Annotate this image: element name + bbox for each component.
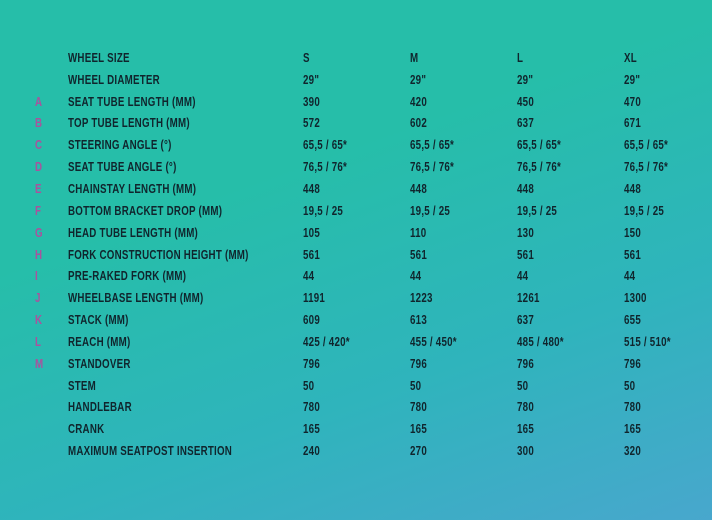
- table-row: [35, 375, 712, 397]
- cell-value-m: [410, 114, 517, 132]
- cell-value-l: [517, 202, 624, 220]
- cell-value-m-text: 561: [410, 247, 427, 262]
- cell-value-s: [303, 398, 410, 416]
- cell-value-l: [517, 398, 624, 416]
- row-label-text: TOP TUBE LENGTH (MM): [68, 116, 190, 131]
- cell-value-l-text: 780: [517, 400, 534, 415]
- cell-value-l: [517, 355, 624, 373]
- cell-value-xl: [624, 267, 712, 285]
- table-row: [35, 331, 712, 353]
- row-label-text: STEM: [68, 378, 97, 393]
- cell-value-s-text: 390: [303, 94, 320, 109]
- row-letter: [35, 114, 68, 132]
- cell-value-s-text: 19,5 / 25: [303, 203, 344, 218]
- cell-value-s: [303, 246, 410, 264]
- cell-value-xl-text: 561: [624, 247, 641, 262]
- cell-value-m-text: 44: [410, 269, 422, 284]
- cell-value-s-text: 448: [303, 181, 320, 196]
- table-row: [35, 69, 712, 91]
- table-row: [35, 200, 712, 222]
- cell-value-xl: [624, 333, 712, 351]
- cell-value-l-text: 637: [517, 116, 534, 131]
- cell-value-s-text: 65,5 / 65*: [303, 138, 348, 153]
- cell-value-l: [517, 114, 624, 132]
- cell-value-xl-text: 515 / 510*: [624, 334, 671, 349]
- cell-value-l-text: 44: [517, 269, 529, 284]
- cell-value-xl: [624, 93, 712, 111]
- cell-value-s: [303, 355, 410, 373]
- cell-value-s: [303, 114, 410, 132]
- row-label-text: SEAT TUBE ANGLE (°): [68, 160, 177, 175]
- row-label-text: FORK CONSTRUCTION HEIGHT (MM): [68, 247, 249, 262]
- cell-value-s-text: 609: [303, 313, 320, 328]
- header-col-m: [410, 49, 517, 67]
- row-letter-text: K: [35, 313, 43, 328]
- row-letter: [35, 180, 68, 198]
- cell-value-xl: [624, 246, 712, 264]
- table-row: [35, 113, 712, 135]
- row-label: [68, 311, 303, 329]
- row-label-text: HANDLEBAR: [68, 400, 132, 415]
- row-label: [68, 224, 303, 242]
- cell-value-m-text: 448: [410, 181, 427, 196]
- cell-value-xl: [624, 136, 712, 154]
- row-letter: [35, 158, 68, 176]
- row-label-text: SEAT TUBE LENGTH (MM): [68, 94, 196, 109]
- cell-value-l: [517, 289, 624, 307]
- cell-value-xl: [624, 202, 712, 220]
- header-col-xl: [624, 49, 712, 67]
- row-label: [68, 114, 303, 132]
- cell-value-xl-text: 448: [624, 181, 641, 196]
- row-letter-text: H: [35, 247, 43, 262]
- cell-value-s-text: 76,5 / 76*: [303, 160, 348, 175]
- cell-value-m: [410, 136, 517, 154]
- table-row: [35, 287, 712, 309]
- cell-value-s-text: 165: [303, 422, 320, 437]
- header-col-s-text: S: [303, 50, 310, 65]
- cell-value-m: [410, 93, 517, 111]
- row-label: [68, 246, 303, 264]
- cell-value-m: [410, 355, 517, 373]
- cell-value-xl: [624, 71, 712, 89]
- cell-value-m: [410, 246, 517, 264]
- table-row: [35, 222, 712, 244]
- cell-value-s-text: 780: [303, 400, 320, 415]
- table-row: [35, 134, 712, 156]
- cell-value-m-text: 165: [410, 422, 427, 437]
- cell-value-m-text: 780: [410, 400, 427, 415]
- table-row: [35, 91, 712, 113]
- cell-value-l-text: 50: [517, 378, 529, 393]
- cell-value-m-text: 602: [410, 116, 427, 131]
- cell-value-m: [410, 311, 517, 329]
- row-label: [68, 442, 303, 460]
- row-label: [68, 333, 303, 351]
- cell-value-s: [303, 333, 410, 351]
- table-row: [35, 440, 712, 462]
- cell-value-l: [517, 71, 624, 89]
- cell-value-m-text: 19,5 / 25: [410, 203, 451, 218]
- geometry-table: [35, 47, 712, 462]
- cell-value-m-text: 76,5 / 76*: [410, 160, 455, 175]
- row-letter: [35, 311, 68, 329]
- cell-value-m-text: 110: [410, 225, 427, 240]
- cell-value-m-text: 65,5 / 65*: [410, 138, 455, 153]
- row-letter: [35, 333, 68, 351]
- cell-value-m-text: 455 / 450*: [410, 334, 457, 349]
- header-label: [68, 49, 303, 67]
- row-label-text: CRANK: [68, 422, 105, 437]
- cell-value-l: [517, 224, 624, 242]
- cell-value-l: [517, 420, 624, 438]
- cell-value-xl: [624, 289, 712, 307]
- cell-value-xl-text: 320: [624, 444, 641, 459]
- cell-value-s: [303, 71, 410, 89]
- cell-value-m: [410, 398, 517, 416]
- cell-value-l-text: 19,5 / 25: [517, 203, 558, 218]
- row-letter: [35, 224, 68, 242]
- cell-value-xl: [624, 377, 712, 395]
- cell-value-xl-text: 50: [624, 378, 636, 393]
- header-col-s: [303, 49, 410, 67]
- row-label: [68, 180, 303, 198]
- row-letter: [35, 202, 68, 220]
- cell-value-xl-text: 29": [624, 72, 641, 87]
- header-col-xl-text: XL: [624, 50, 637, 65]
- row-letter: [35, 355, 68, 373]
- row-label: [68, 136, 303, 154]
- cell-value-l-text: 485 / 480*: [517, 334, 564, 349]
- header-col-l: [517, 49, 624, 67]
- cell-value-m: [410, 442, 517, 460]
- cell-value-s-text: 796: [303, 356, 320, 371]
- row-label: [68, 355, 303, 373]
- cell-value-s: [303, 93, 410, 111]
- cell-value-xl: [624, 442, 712, 460]
- cell-value-m-text: 1223: [410, 291, 433, 306]
- cell-value-xl-text: 65,5 / 65*: [624, 138, 669, 153]
- cell-value-s-text: 50: [303, 378, 315, 393]
- cell-value-m: [410, 71, 517, 89]
- row-label: [68, 202, 303, 220]
- row-letter-text: L: [35, 334, 42, 349]
- cell-value-xl-text: 165: [624, 422, 641, 437]
- cell-value-m: [410, 158, 517, 176]
- cell-value-xl-text: 671: [624, 116, 641, 131]
- row-label: [68, 289, 303, 307]
- row-letter-text: G: [35, 225, 43, 240]
- cell-value-xl-text: 655: [624, 313, 641, 328]
- row-label: [68, 398, 303, 416]
- table-body: [35, 69, 712, 462]
- table-row: [35, 309, 712, 331]
- row-letter-text: F: [35, 203, 42, 218]
- cell-value-xl: [624, 420, 712, 438]
- cell-value-xl-text: 44: [624, 269, 636, 284]
- row-letter-text: B: [35, 116, 43, 131]
- cell-value-l-text: 637: [517, 313, 534, 328]
- cell-value-l-text: 1261: [517, 291, 540, 306]
- cell-value-m-text: 420: [410, 94, 427, 109]
- header-col-m-text: M: [410, 50, 419, 65]
- cell-value-l-text: 165: [517, 422, 534, 437]
- row-letter-text: E: [35, 181, 42, 196]
- cell-value-s: [303, 377, 410, 395]
- cell-value-xl-text: 780: [624, 400, 641, 415]
- row-label-text: CHAINSTAY LENGTH (MM): [68, 181, 197, 196]
- cell-value-m: [410, 289, 517, 307]
- row-letter-text: I: [35, 269, 38, 284]
- table-row: [35, 244, 712, 266]
- row-letter-text: D: [35, 160, 43, 175]
- cell-value-m: [410, 333, 517, 351]
- table-row: [35, 178, 712, 200]
- row-letter-text: A: [35, 94, 43, 109]
- cell-value-l: [517, 136, 624, 154]
- cell-value-xl-text: 76,5 / 76*: [624, 160, 669, 175]
- cell-value-m: [410, 420, 517, 438]
- table-row: [35, 353, 712, 375]
- cell-value-s-text: 1191: [303, 291, 326, 306]
- cell-value-s: [303, 136, 410, 154]
- cell-value-l-text: 450: [517, 94, 534, 109]
- row-label-text: MAXIMUM SEATPOST INSERTION: [68, 444, 233, 459]
- table-row: [35, 397, 712, 419]
- cell-value-m: [410, 180, 517, 198]
- row-label-text: PRE-RAKED FORK (MM): [68, 269, 187, 284]
- cell-value-s: [303, 311, 410, 329]
- cell-value-xl: [624, 224, 712, 242]
- cell-value-s: [303, 158, 410, 176]
- row-label: [68, 377, 303, 395]
- cell-value-m: [410, 224, 517, 242]
- cell-value-m-text: 270: [410, 444, 427, 459]
- cell-value-xl: [624, 398, 712, 416]
- cell-value-l-text: 796: [517, 356, 534, 371]
- row-letter: [35, 267, 68, 285]
- cell-value-xl: [624, 114, 712, 132]
- row-letter: [35, 442, 68, 460]
- row-label-text: HEAD TUBE LENGTH (MM): [68, 225, 199, 240]
- cell-value-xl-text: 796: [624, 356, 641, 371]
- header-label-text: WHEEL SIZE: [68, 50, 130, 65]
- row-label-text: WHEEL DIAMETER: [68, 72, 160, 87]
- cell-value-s: [303, 180, 410, 198]
- cell-value-l: [517, 377, 624, 395]
- row-letter-text: M: [35, 356, 44, 371]
- cell-value-xl: [624, 158, 712, 176]
- cell-value-l: [517, 246, 624, 264]
- cell-value-l-text: 300: [517, 444, 534, 459]
- cell-value-xl-text: 470: [624, 94, 641, 109]
- cell-value-l: [517, 93, 624, 111]
- row-label-text: WHEELBASE LENGTH (MM): [68, 291, 204, 306]
- cell-value-l: [517, 333, 624, 351]
- row-letter: [35, 420, 68, 438]
- cell-value-s: [303, 420, 410, 438]
- cell-value-s: [303, 224, 410, 242]
- cell-value-s-text: 572: [303, 116, 320, 131]
- row-letter: [35, 377, 68, 395]
- cell-value-s: [303, 289, 410, 307]
- row-letter: [35, 71, 68, 89]
- cell-value-l-text: 76,5 / 76*: [517, 160, 562, 175]
- table-row: [35, 265, 712, 287]
- cell-value-l-text: 130: [517, 225, 534, 240]
- cell-value-l: [517, 442, 624, 460]
- cell-value-s: [303, 442, 410, 460]
- cell-value-xl-text: 19,5 / 25: [624, 203, 665, 218]
- row-letter: [35, 246, 68, 264]
- cell-value-l-text: 448: [517, 181, 534, 196]
- cell-value-s-text: 44: [303, 269, 315, 284]
- row-letter: [35, 398, 68, 416]
- row-label-text: STANDOVER: [68, 356, 131, 371]
- table-header-row: [35, 47, 712, 69]
- row-letter-text: J: [35, 291, 41, 306]
- cell-value-m: [410, 202, 517, 220]
- table-row: [35, 156, 712, 178]
- table-row: [35, 418, 712, 440]
- cell-value-l-text: 561: [517, 247, 534, 262]
- cell-value-s-text: 29": [303, 72, 320, 87]
- cell-value-xl: [624, 180, 712, 198]
- cell-value-xl: [624, 311, 712, 329]
- cell-value-l: [517, 180, 624, 198]
- row-label: [68, 158, 303, 176]
- cell-value-s-text: 561: [303, 247, 320, 262]
- header-col-l-text: L: [517, 50, 524, 65]
- cell-value-l-text: 65,5 / 65*: [517, 138, 562, 153]
- cell-value-s-text: 425 / 420*: [303, 334, 350, 349]
- row-letter: [35, 136, 68, 154]
- cell-value-xl: [624, 355, 712, 373]
- row-label-text: BOTTOM BRACKET DROP (MM): [68, 203, 223, 218]
- cell-value-l-text: 29": [517, 72, 534, 87]
- cell-value-m: [410, 267, 517, 285]
- row-label-text: REACH (MM): [68, 334, 131, 349]
- row-label: [68, 71, 303, 89]
- cell-value-l: [517, 311, 624, 329]
- cell-value-xl-text: 1300: [624, 291, 647, 306]
- row-letter: [35, 93, 68, 111]
- row-letter-text: C: [35, 138, 43, 153]
- cell-value-s-text: 240: [303, 444, 320, 459]
- row-letter: [35, 289, 68, 307]
- cell-value-m-text: 796: [410, 356, 427, 371]
- cell-value-s: [303, 202, 410, 220]
- cell-value-m-text: 613: [410, 313, 427, 328]
- row-label: [68, 93, 303, 111]
- cell-value-l: [517, 158, 624, 176]
- row-label-text: STEERING ANGLE (°): [68, 138, 172, 153]
- cell-value-m-text: 29": [410, 72, 427, 87]
- cell-value-m: [410, 377, 517, 395]
- cell-value-s-text: 105: [303, 225, 320, 240]
- cell-value-m-text: 50: [410, 378, 422, 393]
- cell-value-xl-text: 150: [624, 225, 641, 240]
- row-label: [68, 420, 303, 438]
- cell-value-l: [517, 267, 624, 285]
- row-label-text: STACK (MM): [68, 313, 129, 328]
- cell-value-s: [303, 267, 410, 285]
- row-label: [68, 267, 303, 285]
